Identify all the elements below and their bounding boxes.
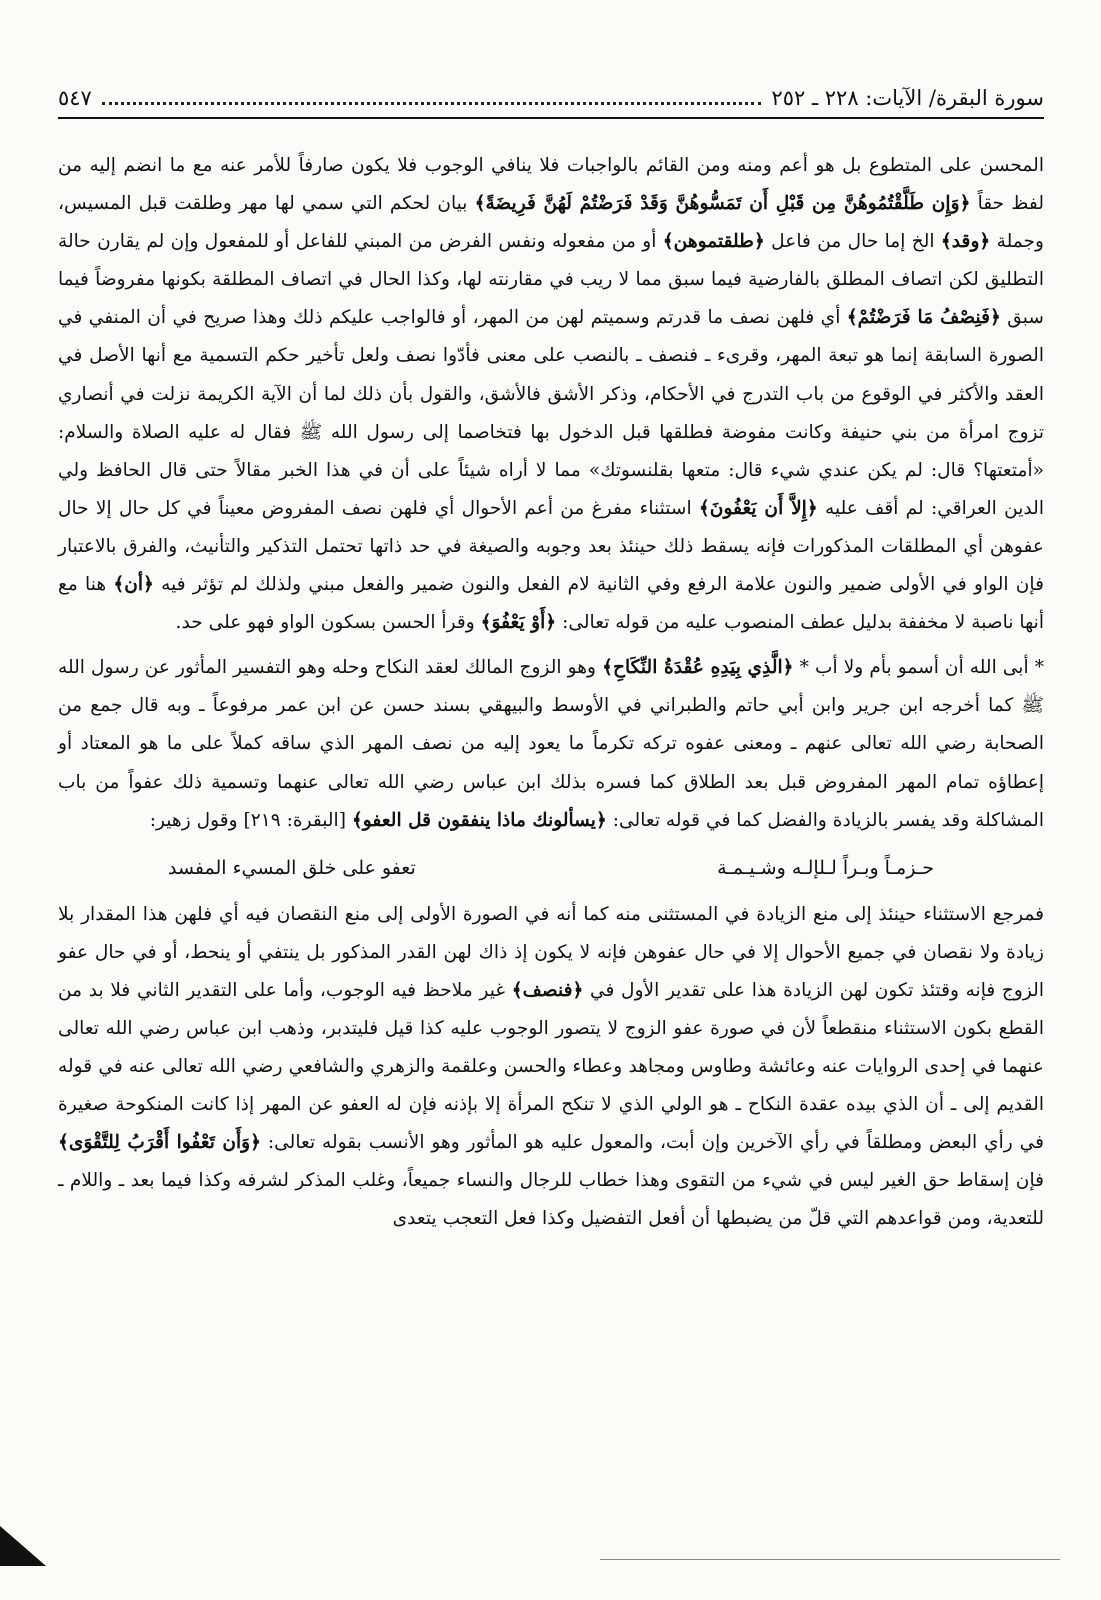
commentary-run: * أبى الله أن أسمو بأم ولا أب * bbox=[793, 657, 1044, 679]
quran-quote: ﴿وَأَن تَعْفُوا أَقْرَبُ لِلتَّقْوَى﴾ bbox=[58, 1132, 262, 1154]
verse-second-hemistich: تعفو على خلق المسيء المفسد bbox=[168, 856, 416, 879]
commentary-run: وهو الزوج المالك لعقد النكاح وحله وهو التفسير المأثور عن رسول الله ﷺ كما أخرجه ابن جرير وابن أبي حاتم والطبراني في الأوسط والبيهقي بسند حسن عن ابن عمر مرفوعاً ـ وبه قال جمع من الصحابة رضي الله تعالى عنهم ـ ومعنى عفوه تركه تكرماً ما يعود إليه من نصف المهر الذي ساقه كملاً على ما هو المعتاد أو إعطاؤه تمام المهر المفروض قبل بعد الطلاق كما فسره بذلك ابن عباس رضي الله تعالى عنهما وتسمية ذلك عفواً من باب المشاكلة وقد يفسر بالزيادة والفضل كما في قوله تعالى: bbox=[58, 657, 1044, 831]
commentary-run: أي فلهن نصف ما قدرتم وسميتم لهن من المهر، أو فالواجب عليكم ذلك وهذا صريح في أن المنفي في الصورة السابقة إنما هو تبعة المهر، وقرىء ـ فنصف ـ بالنصب على معنى فأدّوا نصف ولعل تأخير حكم التسمية مع أنها الأصل في العقد والأكثر في الوقوع من باب التدرج في الأحكام، وذكر الأشق فالأشق، والقول بأن ذلك لما أن الآية الكريمة نزلت في أنصاري تزوج امرأة من بني حنيفة وكانت مفوضة فطلقها قبل الدخول بها فتخاصما إلى رسول الله ﷺ فقال له عليه الصلاة والسلام: «أمتعتها؟ قال: لم يكن عندي شيء قال: متعها بقلنسوتك» مما لا أراه شيئاً على أن في هذا الخبر مقالاً حتى قال الحافظ ولي الدين العراقي: لم أقف عليه bbox=[58, 307, 1045, 519]
commentary-run: فمرجع الاستثناء حينئذ إلى منع الزيادة في المستثنى منه كما أنه في الصورة الأولى إلى منع النقصان فيه أي فلهن هذا المقدار بلا زيادة ولا نقصان في جميع الأحوال إلا في حال عفوهن فإنه لا يكون إذ ذاك لهن القدر المذكور بل ينتفي أو ينحط، أو في حال عفو الزوج فإنه وقتئذ تكون لهن الزيادة هذا على تقدير الأول في bbox=[58, 903, 1044, 1001]
poetry-verse bbox=[58, 840, 1044, 896]
commentary-run: فإن إسقاط حق الغير ليس في شيء من التقوى وهذا خطاب للرجال والنساء جميعاً، وغلب المذكر لشرفه وكذا فيما بعد ـ واللام ـ للتعدية، ومن قواعدهم التي قلّ من يضبطها أن أفعل التفضيل وكذا فعل التعجب يتعدى bbox=[58, 1170, 1044, 1230]
commentary-text bbox=[58, 147, 1044, 1239]
surah-title: سورة البقرة/ الآيات: ٢٢٨ ـ ٢٥٢ bbox=[771, 86, 1044, 110]
verse-first-hemistich: حـزمـاً وبـراً لـلإلـه وشـيـمـة bbox=[717, 856, 934, 879]
commentary-paragraph-3 bbox=[58, 896, 1044, 1239]
quran-quote: ﴿يسألونك ماذا ينفقون قل العفو﴾ bbox=[351, 809, 607, 831]
quran-quote: ﴿طلقتموهن﴾ bbox=[662, 231, 765, 253]
quran-quote: ﴿وَإِن طَلَّقْتُمُوهُنَّ مِن قَبْلِ أَن تَمَسُّوهُنَّ وَقَدْ فَرَضْتُمْ لَهُنَّ فَرِيضَةً﴾ bbox=[474, 193, 971, 215]
quran-quote: ﴿إِلاَّ أَن يَعْفُونَ﴾ bbox=[698, 497, 818, 519]
page-corner-mark bbox=[0, 1526, 46, 1566]
quran-quote: ﴿أَوْ يَعْفُوَ﴾ bbox=[480, 612, 557, 634]
page-header bbox=[58, 86, 1044, 119]
commentary-paragraph-2 bbox=[58, 649, 1044, 839]
commentary-run: وقرأ الحسن بسكون الواو فهو على حد. bbox=[175, 612, 481, 634]
quran-quote: ﴿فنصف﴾ bbox=[511, 979, 584, 1001]
commentary-run: أو من مفعوله ونفس الفرض من المبني للفاعل أو للمفعول وإن لم يقارن حالة التطليق لكن اتصاف المطلق بالفارضية فيما سبق مما لا ريب في مقارنته لها، وكذا الحال في اتصاف المطلقة بكونها مفروضاً فيما سبق bbox=[58, 231, 1044, 329]
quran-quote: ﴿وقد﴾ bbox=[940, 231, 991, 253]
commentary-run: استثناء مفرغ من أعم الأحوال أي فلهن نصف المفروض معيناً في كل حال إلا حال عفوهن أي المطلقات المذكورات فإنه يسقط ذلك حينئذ بعد وجوبه والصيغة في حد ذاتها تحتمل التذكير والتأنيث، والفرق بالاعتبار فإن الواو في الأولى ضمير والنون علامة الرفع وفي الثانية لام الفعل والنون ضمير والفعل مبني ولذلك لم تؤثر فيه bbox=[58, 497, 1044, 596]
footer-rule bbox=[600, 1559, 1060, 1560]
commentary-run: هنا مع أنها ناصبة لا مخففة بدليل عطف المنصوب عليه من قوله تعالى: bbox=[58, 574, 1044, 634]
quran-quote: ﴿الَّذِي بِيَدِهِ عُقْدَةُ النِّكَاحِ﴾ bbox=[602, 657, 794, 679]
header-dot-leader bbox=[102, 102, 762, 105]
page-number: ٥٤٧ bbox=[58, 86, 92, 110]
commentary-run: الخ إما حال من فاعل bbox=[764, 231, 941, 253]
commentary-run: المحسن على المتطوع بل هو أعم ومنه ومن القائم بالواجبات فلا ينافي الوجوب فلا يكون صارفاً للأمر عنه مع ما انضم إليه من لفظ حقاً bbox=[58, 155, 1044, 215]
commentary-run: غير ملاحظ فيه الوجوب، وأما على التقدير الثاني فلا بد من القطع بكون الاستثناء منقطعاً لأن في صورة عفو الزوج لا يتصور الوجوب عليه كذا قيل فليتدبر، وذهب ابن عباس رضي الله تعالى عنهما في إحدى الروايات عنه وعائشة وطاوس ومجاهد وعطاء والحسن وعلقمة والزهري والشافعي رضي الله تعالى عنه في قوله القديم إلى ـ أن الذي بيده عقدة النكاح ـ هو الولي الذي لا تنكح المرأة إلا بإذنه فإن له العفو عن المهر إذا كانت المنكوحة صغيرة في رأي البعض ومطلقاً في رأي الآخرين وإن أبت، والمعول عليه هو المأثور وهو الأنسب بقوله تعالى: bbox=[58, 979, 1044, 1154]
commentary-paragraph-1 bbox=[58, 147, 1044, 642]
quran-quote: ﴿أن﴾ bbox=[113, 574, 154, 596]
quran-quote: ﴿فَنِصْفُ مَا فَرَضْتُمْ﴾ bbox=[846, 307, 1001, 329]
commentary-run: بيان لحكم التي سمي لها مهر وطلقت قبل المسيس، وجملة bbox=[58, 193, 1044, 253]
commentary-run: [البقرة: ٢١٩] وقول زهير: bbox=[149, 809, 352, 831]
